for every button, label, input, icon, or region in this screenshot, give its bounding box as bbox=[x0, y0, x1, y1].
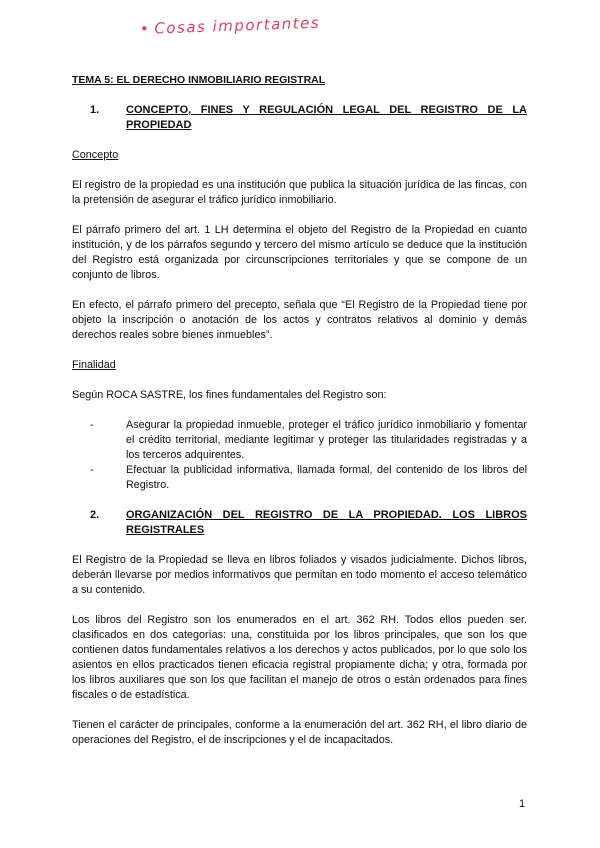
handwritten-note bbox=[140, 14, 321, 38]
list-item bbox=[72, 463, 527, 493]
list-item-text: Efectuar la publicidad informativa, llamada formal, del contenido de los libros del Registro. bbox=[126, 464, 527, 491]
list-item-text: Asegurar la propiedad inmueble, proteger el tráfico jurídico inmobiliario y fomentar el crédito territorial, mediante legitimar y proteger las titularidades registradas y a los terceros adquirentes. bbox=[126, 419, 527, 461]
finalidad-heading: Finalidad bbox=[72, 359, 116, 371]
page-number: 1 bbox=[519, 798, 526, 810]
handwritten-note-text: Cosas importantes bbox=[154, 13, 321, 38]
section-2-number: 2. bbox=[90, 509, 100, 521]
concepto-heading: Concepto bbox=[72, 149, 119, 161]
section-1-number: 1. bbox=[90, 104, 100, 116]
section-2-paragraph: Tienen el carácter de principales, conforme a la enumeración del art. 362 RH, el libro diario de operaciones del Registro, el de inscripciones y el de incapacitados. bbox=[72, 719, 527, 746]
document-body bbox=[72, 73, 527, 763]
section-2-paragraph: El Registro de la Propiedad se lleva en libros foliados y visados judicialmente. Dichos libros, deberán llevarse por medios informativos que permitan en todo momento el acceso telemático a su contenido. bbox=[72, 554, 527, 596]
handwritten-bullet: • bbox=[139, 19, 151, 38]
section-1-title: CONCEPTO, FINES Y REGULACIÓN LEGAL DEL REGISTRO DE LA PROPIEDAD bbox=[126, 104, 527, 131]
topic-title: TEMA 5: EL DERECHO INMOBILIARIO REGISTRAL bbox=[72, 74, 326, 86]
concepto-paragraph: El párrafo primero del art. 1 LH determina el objeto del Registro de la Propiedad en cuanto institución, y de los párrafos segundo y tercero del mismo artículo se deduce que la institución del Registro está organizada por circunscripciones territoriales y que se compone de un conjunto de libros. bbox=[72, 224, 527, 281]
section-2-heading bbox=[72, 508, 527, 538]
section-1-heading bbox=[72, 103, 527, 133]
list-item bbox=[72, 418, 527, 463]
section-2-paragraph: Los libros del Registro son los enumerados en el art. 362 RH. Todos ellos pueden ser. clasificados en dos categorías: una, constituida por los libros principales, que son los que contienen datos fundamentales relativos a los derechos y actos publicados, por lo que solo los asientos en ellos practicados tienen eficacia registral propiamente dicha; y otra, formada por los libros auxiliares que son los que facilitan el manejo de otros o están ordenados para fines fiscales o de estadística. bbox=[72, 614, 527, 701]
finalidad-intro: Según ROCA SASTRE, los fines fundamentales del Registro son: bbox=[72, 389, 387, 401]
list-bullet: - bbox=[90, 464, 94, 476]
list-bullet: - bbox=[90, 419, 94, 431]
section-2-title: ORGANIZACIÓN DEL REGISTRO DE LA PROPIEDAD. LOS LIBROS REGISTRALES bbox=[126, 509, 527, 536]
finalidad-list bbox=[72, 418, 527, 493]
concepto-paragraph: En efecto, el párrafo primero del precepto, señala que “El Registro de la Propiedad tiene por objeto la inscripción o anotación de los actos y contratos relativos al dominio y demás derechos reales sobre bienes inmuebles”. bbox=[72, 299, 527, 341]
concepto-paragraph: El registro de la propiedad es una institución que publica la situación jurídica de las fincas, con la pretensión de asegurar el tráfico jurídico inmobiliario. bbox=[72, 179, 527, 206]
